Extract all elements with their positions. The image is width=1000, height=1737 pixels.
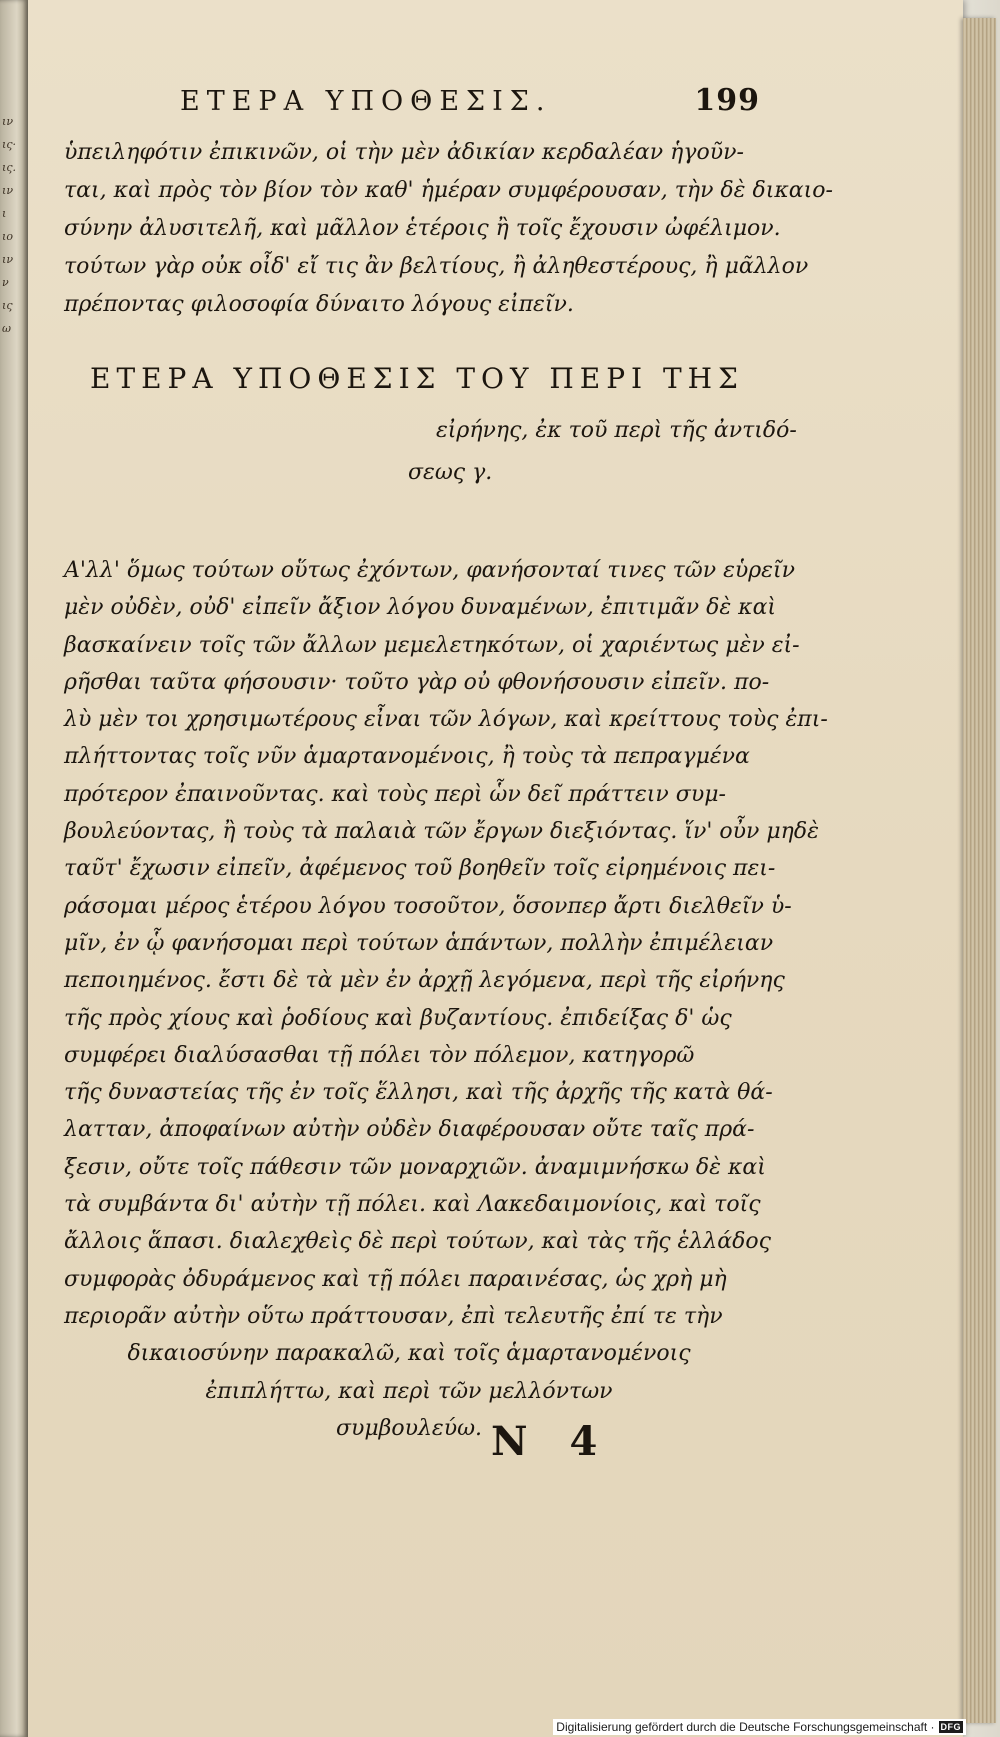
text-line: ἄλλοις ἅπασι. διαλεχθεὶς δὲ περὶ τούτων, καὶ τὰς τῆς ἑλλάδος xyxy=(64,1229,771,1255)
section-heading: ΕΤΕΡΑ ΥΠΟΘΕΣΙΣ ΤΟΥ ΠΕΡΙ ΤΗΣ xyxy=(90,362,744,395)
text-line: σύνην ἀλυσιτελῆ, καὶ μᾶλλον ἑτέροις ἢ τοῖς ἔχουσιν ὠφέλιμον. xyxy=(64,216,781,241)
previous-page-fragment: ις· xyxy=(2,138,16,151)
previous-page-fragment: ιο xyxy=(2,230,13,243)
previous-page-fragment: ι xyxy=(2,207,7,220)
text-line: τὰ συμβάντα δι' αὐτὴν τῇ πόλει. καὶ Λακεδαιμονίοις, καὶ τοῖς xyxy=(64,1192,761,1218)
text-line: συμφορὰς ὀδυράμενος καὶ τῇ πόλει παραινέσας, ὡς χρὴ μὴ xyxy=(64,1266,727,1292)
signature-mark: N 4 xyxy=(491,1418,612,1465)
book-page-edges xyxy=(963,18,996,1723)
running-title: ΕΤΕΡΑ ΥΠΟΘΕΣΙΣ. xyxy=(180,86,552,117)
previous-page-fragment: ω xyxy=(2,322,11,335)
text-line: ράσομαι μέρος ἑτέρου λόγου τοσοῦτον, ὅσονπερ ἄρτι διελθεῖν ὑ- xyxy=(64,893,792,919)
running-head xyxy=(180,83,760,118)
text-line: τῆς πρὸς χίους καὶ ῥοδίους καὶ βυζαντίους. ἐπιδείξας δ' ὡς xyxy=(64,1005,732,1031)
closing-line: δικαιοσύνην παρακαλῶ, καὶ τοῖς ἁμαρτανομένοις xyxy=(127,1341,691,1367)
credit-text: Digitalisierung gefördert durch die Deutsche Forschungsgemeinschaft · xyxy=(556,1720,935,1734)
previous-page-fragment: ις xyxy=(2,299,13,312)
text-line: πλήττοντας τοῖς νῦν ἁμαρτανομένοις, ἢ τοὺς τὰ πεπραγμένα xyxy=(64,744,750,770)
previous-page-text-fragments xyxy=(2,110,24,340)
paragraph-1 xyxy=(64,134,833,324)
text-line: Α'λλ' ὅμως τούτων οὕτως ἐχόντων, φανήσονταί τινες τῶν εὑρεῖν xyxy=(64,558,795,583)
text-line: τούτων γὰρ οὐκ οἶδ' εἴ τις ἂν βελτίους, ἢ ἀληθεστέρους, ἢ μᾶλλον xyxy=(64,254,809,279)
closing-line: ἐπιπλήττω, καὶ περὶ τῶν μελλόντων xyxy=(205,1378,613,1404)
text-line: ὑπειληφότιν ἐπικινῶν, οἱ τὴν μὲν ἀδικίαν κερδαλέαν ἡγοῦν- xyxy=(64,140,744,165)
text-line: λατταν, ἀποφαίνων αὐτὴν οὐδὲν διαφέρουσαν οὔτε ταῖς πρά- xyxy=(64,1117,755,1143)
text-line: περιορᾶν αὐτὴν οὕτω πράττουσαν, ἐπὶ τελευτῆς ἐπί τε τὴν xyxy=(64,1303,723,1329)
previous-page-fragment: ιν xyxy=(2,115,13,128)
section-heading-line-2: εἰρήνης, ἐκ τοῦ περὶ τῆς ἀντιδό- xyxy=(436,418,797,443)
previous-page-fragment: ιν xyxy=(2,184,13,197)
previous-page-fragment: ις. xyxy=(2,161,16,174)
previous-page-fragment: ν xyxy=(2,276,9,289)
previous-page-edge xyxy=(0,0,28,1737)
text-line: βασκαίνειν τοῖς τῶν ἄλλων μεμελετηκότων, οἱ χαριέντως μὲν εἰ- xyxy=(64,632,800,658)
text-line: πεποιημένος. ἔστι δὲ τὰ μὲν ἐν ἀρχῇ λεγόμενα, περὶ τῆς εἰρήνης xyxy=(64,968,785,994)
text-line: ταῦτ' ἔχωσιν εἰπεῖν, ἀφέμενος τοῦ βοηθεῖν τοῖς εἰρημένοις πει- xyxy=(64,856,776,882)
text-line: ται, καὶ πρὸς τὸν βίον τὸν καθ' ἡμέραν συμφέρουσαν, τὴν δὲ δικαιο- xyxy=(64,178,833,203)
text-line: μὲν οὐδὲν, οὐδ' εἰπεῖν ἄξιον λόγου δυναμένων, ἐπιτιμᾶν δὲ καὶ xyxy=(64,595,777,621)
book-page xyxy=(28,0,963,1737)
text-line: συμφέρει διαλύσασθαι τῇ πόλει τὸν πόλεμον, κατηγορῶ xyxy=(64,1042,695,1068)
text-line: βουλεύοντας, ἢ τοὺς τὰ παλαιὰ τῶν ἔργων διεξιόντας. ἵν' οὖν μηδὲ xyxy=(64,819,819,845)
text-line: μῖν, ἐν ᾧ φανήσομαι περὶ τούτων ἁπάντων, πολλὴν ἐπιμέλειαν xyxy=(64,930,774,956)
text-line: ρῆσθαι ταῦτα φήσουσιν· τοῦτο γὰρ οὐ φθονήσουσιν εἰπεῖν. πο- xyxy=(64,669,770,695)
text-line: πρότερον ἐπαινοῦντας. καὶ τοὺς περὶ ὧν δεῖ πράττειν συμ- xyxy=(64,781,726,807)
text-line: λὺ μὲν τοι χρησιμωτέρους εἶναι τῶν λόγων, καὶ κρείττους τοὺς ἐπι- xyxy=(64,707,828,733)
digitization-credit xyxy=(553,1719,966,1735)
text-line: ξεσιν, οὔτε τοῖς πάθεσιν τῶν μοναρχιῶν. ἀναμιμνήσκω δὲ καὶ xyxy=(64,1154,766,1180)
closing-line: συμβουλεύω. xyxy=(335,1415,483,1441)
dfg-logo: DFG xyxy=(940,1722,961,1732)
section-heading-line-3: σεως γ. xyxy=(408,460,493,485)
paragraph-2 xyxy=(64,552,828,1447)
page-number: 199 xyxy=(694,83,760,118)
previous-page-fragment: ιν xyxy=(2,253,13,266)
text-line: πρέποντας φιλοσοφία δύναιτο λόγους εἰπεῖν. xyxy=(64,292,574,317)
text-line: τῆς δυναστείας τῆς ἐν τοῖς ἕλλησι, καὶ τῆς ἀρχῆς τῆς κατὰ θά- xyxy=(64,1080,773,1106)
